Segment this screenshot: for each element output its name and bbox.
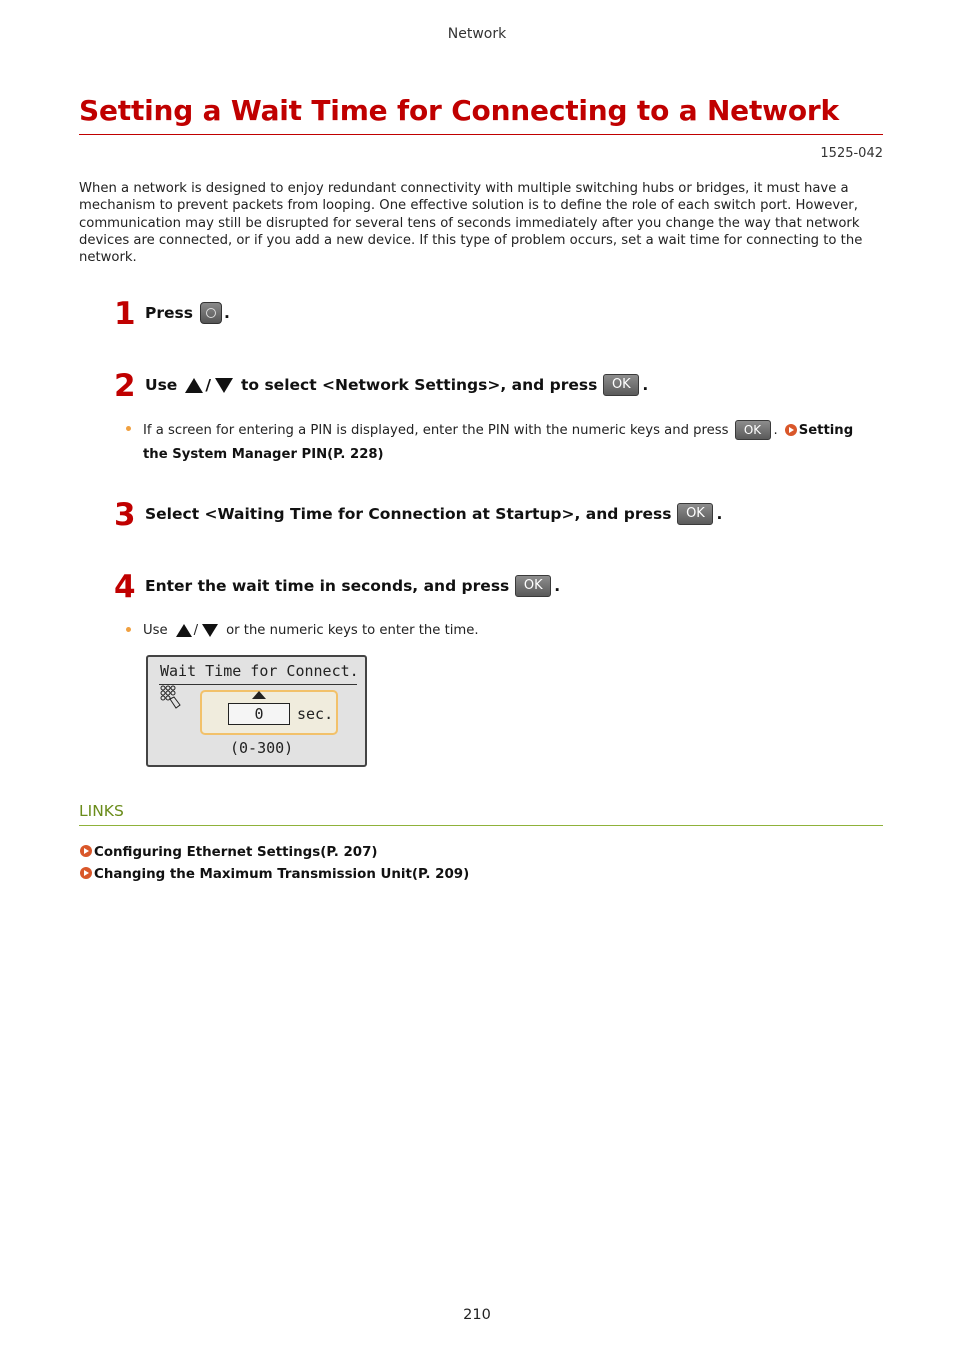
step-3-period: . (716, 505, 723, 523)
running-header: Network (447, 26, 507, 42)
lcd-title: Wait Time for Connect. (160, 662, 359, 680)
link-arrow-icon (80, 867, 92, 879)
ok-key-icon: OK (603, 374, 639, 396)
step-2-period: . (642, 376, 649, 394)
lcd-range: (0-300) (230, 739, 294, 757)
step-3-text (145, 503, 722, 525)
pin-link-part-2[interactable]: the System Manager PIN(P. 228) (143, 447, 384, 462)
use-note (143, 619, 479, 641)
link-mtu[interactable] (80, 867, 469, 882)
page-title: Setting a Wait Time for Connecting to a Network (79, 94, 839, 127)
lcd-divider (159, 684, 357, 685)
up-arrow-icon (185, 378, 203, 393)
numeric-keypad-icon (160, 685, 182, 709)
step-4-number: 4 (114, 569, 136, 605)
document-id: 1525-042 (820, 146, 883, 161)
link-arrow-icon (80, 845, 92, 857)
pin-note-period: . (773, 422, 778, 438)
lcd-screen (146, 655, 367, 767)
link-ethernet-settings-label: Configuring Ethernet Settings(P. 207) (94, 845, 378, 860)
link-mtu-label: Changing the Maximum Transmission Unit(P. 209) (94, 867, 470, 882)
step-1-period: . (223, 304, 230, 322)
links-divider (79, 825, 883, 826)
pin-note-line-2 (143, 447, 384, 462)
settings-key-icon (200, 302, 222, 324)
title-divider (79, 134, 883, 135)
use-note-text: or the numeric keys to enter the time. (226, 622, 479, 638)
up-arrow-icon (176, 624, 192, 637)
step-3-label: Select <Waiting Time for Connection at Startup>, and press (145, 505, 672, 523)
step-3-number: 3 (114, 497, 136, 533)
bullet-icon (126, 426, 131, 431)
down-arrow-icon (202, 624, 218, 637)
pin-link-part-1[interactable]: Setting (798, 422, 854, 438)
use-note-slash: / (193, 622, 199, 638)
intro-paragraph: When a network is designed to enjoy redundant connectivity with multiple switching hubs or bridges, it must have a mechanism to prevent packets from looping. One effective solution is to define the role of each switch port. However, communication may still be disrupted for several tens of seconds immediately after you change the way that network devices are connected, or if you add a new device. If this type of problem occurs, set a wait time for connecting to the network. (79, 181, 863, 266)
step-4-label: Enter the wait time in seconds, and press (145, 577, 510, 595)
step-2-instruction: to select <Network Settings>, and press (241, 376, 598, 394)
step-1-number: 1 (114, 296, 136, 332)
step-4-text (145, 575, 560, 597)
pin-note-text: If a screen for entering a PIN is displayed, enter the PIN with the numeric keys and press (143, 422, 729, 438)
step-2-slash: / (205, 376, 211, 394)
ok-key-icon: OK (735, 420, 771, 440)
lcd-value-field: 0 (228, 703, 290, 725)
links-heading: LINKS (79, 802, 124, 820)
page-number: 210 (463, 1307, 491, 1323)
step-4-period: . (554, 577, 561, 595)
step-1-label: Press (145, 304, 193, 322)
step-2-text (145, 374, 648, 396)
lcd-up-arrow-icon (252, 691, 266, 699)
link-ethernet-settings[interactable] (80, 845, 378, 860)
ok-key-icon: OK (677, 503, 713, 525)
link-arrow-icon (785, 424, 797, 436)
step-2-number: 2 (114, 368, 136, 404)
down-arrow-icon (215, 378, 233, 393)
pin-note-line-1 (143, 419, 853, 441)
bullet-icon (126, 627, 131, 632)
lcd-unit: sec. (297, 705, 334, 723)
step-2-label: Use (145, 376, 178, 394)
use-note-label: Use (143, 622, 168, 638)
step-1-text (145, 302, 230, 324)
ok-key-icon: OK (515, 575, 551, 597)
